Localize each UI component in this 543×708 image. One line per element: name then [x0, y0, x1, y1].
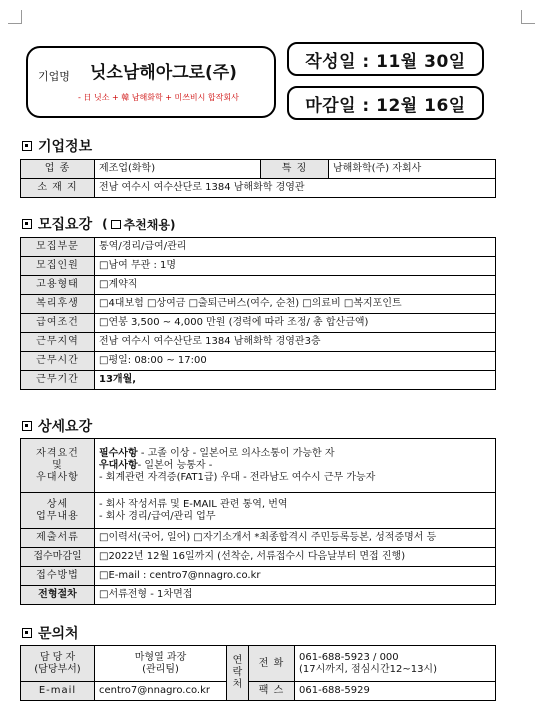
phone-number: 061-688-5923 / 000 [299, 651, 399, 663]
table-row [21, 567, 496, 586]
recruit-row-value: 13개월, [95, 371, 496, 390]
industry-value: 제조업(화학) [95, 160, 261, 179]
deadline-value: □2022년 12월 16일까지 (선착순, 서류접수시 다음날부터 면접 진행) [95, 548, 496, 567]
person-dept: (관리팀) [142, 663, 179, 675]
crop-mark-left [8, 10, 22, 24]
recruit-row-label: 근무기간 [21, 371, 95, 390]
qual-line-2 [99, 460, 491, 472]
qualification-label [21, 439, 95, 493]
table-row [21, 333, 496, 352]
docs-label: 제출서류 [21, 529, 95, 548]
method-label: 접수방법 [21, 567, 95, 586]
label-line: 처 [232, 679, 243, 690]
table-row [21, 160, 496, 179]
table-row [21, 295, 496, 314]
phone-label: 전 화 [249, 646, 295, 682]
contact-table [20, 645, 496, 701]
open-paren: ( [102, 217, 108, 231]
recruit-row-label: 근무시간 [21, 352, 95, 371]
section-details [22, 416, 92, 436]
fax-label: 팩 스 [249, 682, 295, 701]
label-line: 담 당 자 [39, 651, 76, 663]
qual-line-3: - 회계관련 자격증(FAT1급) 우대 - 전라남도 여수시 근무 가능자 [99, 471, 376, 483]
recruit-row-value: 전남 여수시 여수산단로 1384 남해화학 경영관3층 [95, 333, 496, 352]
required-text: - 고졸 이상 - 일본어로 의사소통이 가능한 자 [137, 447, 335, 459]
company-header-box [26, 46, 276, 118]
label-line: 상세 [46, 498, 69, 510]
deadline-label: 접수마감일 [21, 548, 95, 567]
duty-line-2: - 회사 경리/급여/관리 업무 [99, 510, 216, 522]
feature-label: 특 징 [261, 160, 329, 179]
subtitle-text: 추천채용) [123, 217, 176, 232]
recruit-row-label: 급여조건 [21, 314, 95, 333]
checkbox-icon [111, 220, 121, 229]
company-subtitle: - 日 닛소 + 韓 남해화학 + 미쓰비시 합작회사 [78, 93, 239, 102]
table-row [21, 439, 496, 493]
label-line: 우대사항 [36, 471, 79, 483]
preferred-heading: 우대사항 [99, 459, 138, 471]
table-row [21, 586, 496, 605]
person-value [95, 646, 227, 682]
required-heading: 필수사항 [99, 447, 138, 459]
recruit-row-label: 모집부문 [21, 238, 95, 257]
recruit-row-value: □4대보험 □상여금 □출퇴근버스(여수, 순천) □의료비 □복지포인트 [95, 295, 496, 314]
table-row [21, 371, 496, 390]
section-title: 문의처 [38, 626, 79, 642]
address-label: 소 재 지 [21, 179, 95, 198]
date-deadline-box: 마감일 : 12월 16일 [287, 86, 484, 120]
person-name: 마형열 과장 [134, 651, 187, 663]
square-bullet-icon [22, 628, 32, 638]
section-title: 상세요강 [38, 419, 93, 435]
recruit-row-value: 통역/경리/급여/관리 [95, 238, 496, 257]
docs-value: □이력서(국어, 일어) □자기소개서 *최종합격시 주민등록등본, 성적증명서 등 [95, 529, 496, 548]
section-contact [22, 623, 79, 643]
label-line: 및 [52, 459, 63, 471]
table-row [21, 529, 496, 548]
recruit-row-value: □계약직 [95, 276, 496, 295]
table-row [21, 314, 496, 333]
industry-label: 업 종 [21, 160, 95, 179]
recruit-row-label: 고용형태 [21, 276, 95, 295]
details-table [20, 438, 496, 605]
recruit-table [20, 237, 496, 390]
section-recruit [22, 214, 175, 234]
recruit-row-value: □남여 무관 : 1명 [95, 257, 496, 276]
recruit-row-label: 복리후생 [21, 295, 95, 314]
address-value: 전남 여수시 여수산단로 1384 남해화학 경영관 [95, 179, 496, 198]
table-row [21, 179, 496, 198]
recruit-row-value: □연봉 3,500 ~ 4,000 만원 (경력에 따라 조정/ 총 합산금액) [95, 314, 496, 333]
label-line: 자격요건 [36, 447, 79, 459]
table-row [21, 682, 496, 701]
table-row [21, 493, 496, 529]
method-value: □E-mail : centro7@nnagro.co.kr [95, 567, 496, 586]
recruit-row-value: □평일: 08:00 ~ 17:00 [95, 352, 496, 371]
label-line: 락 [232, 667, 243, 678]
qualification-value [95, 439, 496, 493]
recruit-row-label: 모집인원 [21, 257, 95, 276]
label-line: (담당부서) [34, 663, 81, 675]
crop-mark-right [521, 10, 535, 24]
table-row [21, 238, 496, 257]
person-label [21, 646, 95, 682]
qual-line-1 [99, 448, 491, 460]
square-bullet-icon [22, 421, 32, 431]
square-bullet-icon [22, 219, 32, 229]
process-value: □서류전형 - 1차면접 [95, 586, 496, 605]
section-title: 모집요강 [38, 217, 93, 233]
duty-label [21, 493, 95, 529]
company-name: 닛소남해아그로(주) [90, 63, 237, 83]
fax-value: 061-688-5929 [295, 682, 496, 701]
table-row [21, 352, 496, 371]
company-label: 기업명 [38, 70, 70, 83]
section-title: 기업정보 [38, 139, 93, 155]
company-info-table [20, 159, 496, 198]
section-company-info [22, 136, 92, 156]
label-line: 연 [232, 655, 243, 666]
table-row [21, 257, 496, 276]
duty-line-1: - 회사 작성서류 및 E-MAIL 관련 통역, 번역 [99, 498, 288, 510]
email-label: E-mail [21, 682, 95, 701]
preferred-text: - 일본어 능통자 - [137, 459, 213, 471]
square-bullet-icon [22, 141, 32, 151]
recruit-row-label: 근무지역 [21, 333, 95, 352]
label-line: 업무내용 [36, 510, 79, 522]
contact-label [227, 646, 249, 701]
phone-hours: (17시까지, 점심시간12~13시) [299, 663, 437, 675]
table-row [21, 548, 496, 567]
feature-value: 남해화학(주) 자회사 [329, 160, 496, 179]
process-label: 전형절차 [21, 586, 95, 605]
phone-value [295, 646, 496, 682]
email-value[interactable]: centro7@nnagro.co.kr [95, 682, 227, 701]
table-row [21, 646, 496, 682]
duty-value [95, 493, 496, 529]
date-created-box: 작성일 : 11월 30일 [287, 42, 484, 76]
recruit-subtitle [102, 216, 175, 233]
table-row [21, 276, 496, 295]
